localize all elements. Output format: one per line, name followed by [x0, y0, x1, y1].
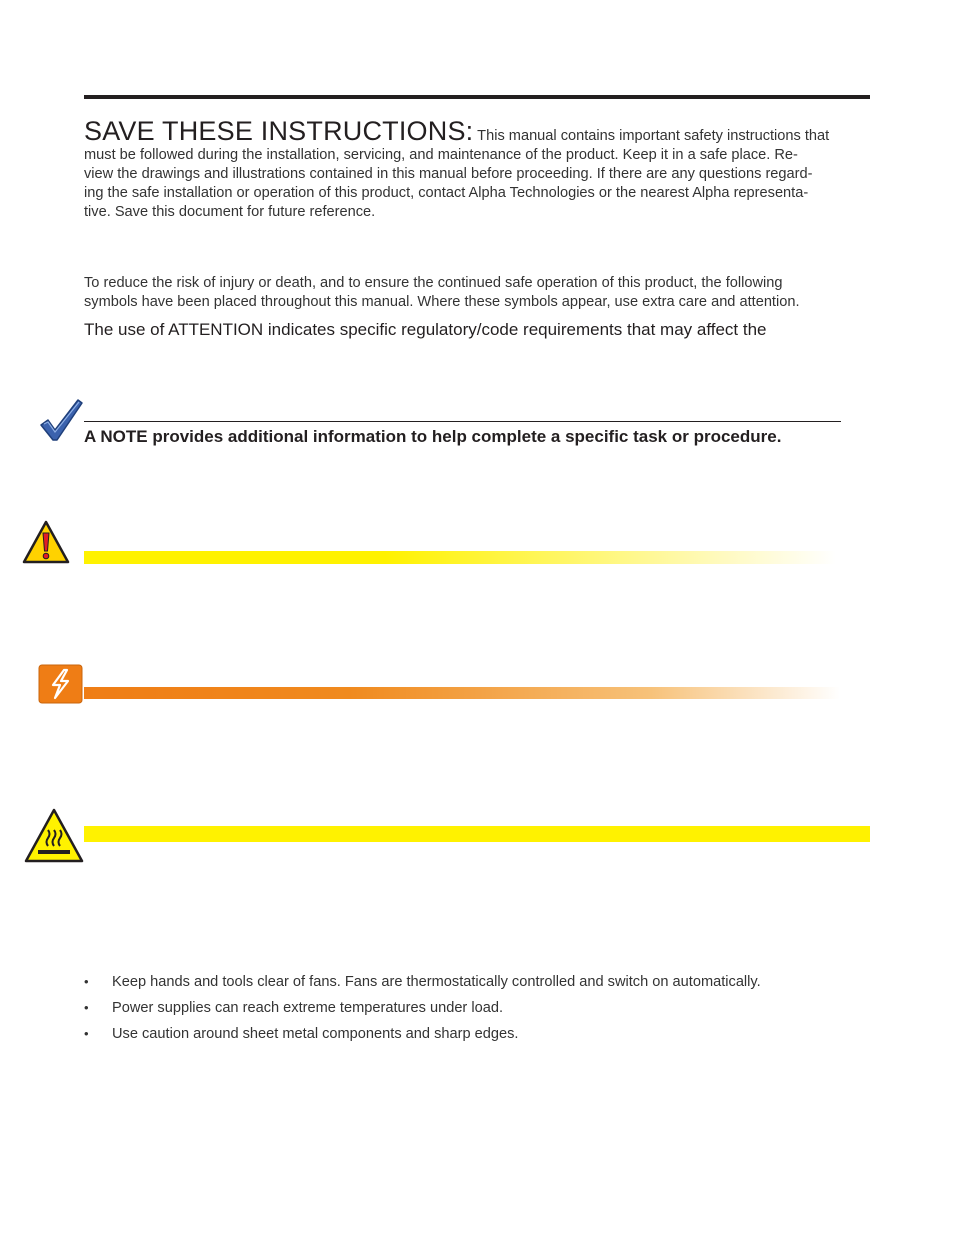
note-text: A NOTE provides additional information to help complete a specific task or procedure.: [84, 427, 782, 446]
hot-surface-icon: [24, 808, 84, 863]
bullet-item: • Use caution around sheet metal components and sharp edges.: [84, 1026, 519, 1042]
attention-text: The use of ATTENTION indicates specific regulatory/code requirements that may affect the: [84, 320, 767, 339]
intro-line-2: symbols have been placed throughout this manual. Where these symbols appear, use extra care and attention.: [84, 294, 800, 310]
save-heading: SAVE THESE INSTRUCTIONS:: [84, 116, 474, 146]
save-line-2: view the drawings and illustrations contained in this manual before proceeding. If there are any questions regard-: [84, 166, 813, 182]
save-line-1: must be followed during the installation, servicing, and maintenance of the product. Keep it in a safe place. Re-: [84, 147, 798, 163]
top-rule: [84, 95, 870, 99]
save-line-4: tive. Save this document for future reference.: [84, 204, 376, 220]
caution-bar: [84, 551, 836, 564]
bullet-item: • Power supplies can reach extreme temperatures under load.: [84, 1000, 503, 1016]
save-lead-text: This manual contains important safety instructions that: [477, 128, 830, 144]
electrical-hazard-icon: [38, 664, 83, 704]
intro-line-1: To reduce the risk of injury or death, and to ensure the continued safe operation of this product, the following: [84, 275, 783, 291]
warning-bar: [84, 687, 840, 699]
hot-surface-bar: [84, 826, 870, 842]
bullet-item: • Keep hands and tools clear of fans. Fans are thermostatically controlled and switch on automatically.: [84, 974, 761, 990]
caution-triangle-icon: [22, 519, 70, 565]
save-line-3: ing the safe installation or operation of this product, contact Alpha Technologies or the nearest Alpha representa-: [84, 185, 809, 201]
checkmark-icon: [38, 398, 84, 444]
intro-paragraph: [84, 274, 870, 312]
save-instructions-block: [84, 116, 870, 222]
safety-bullet-list: [84, 972, 874, 1050]
note-rule: [84, 421, 841, 422]
